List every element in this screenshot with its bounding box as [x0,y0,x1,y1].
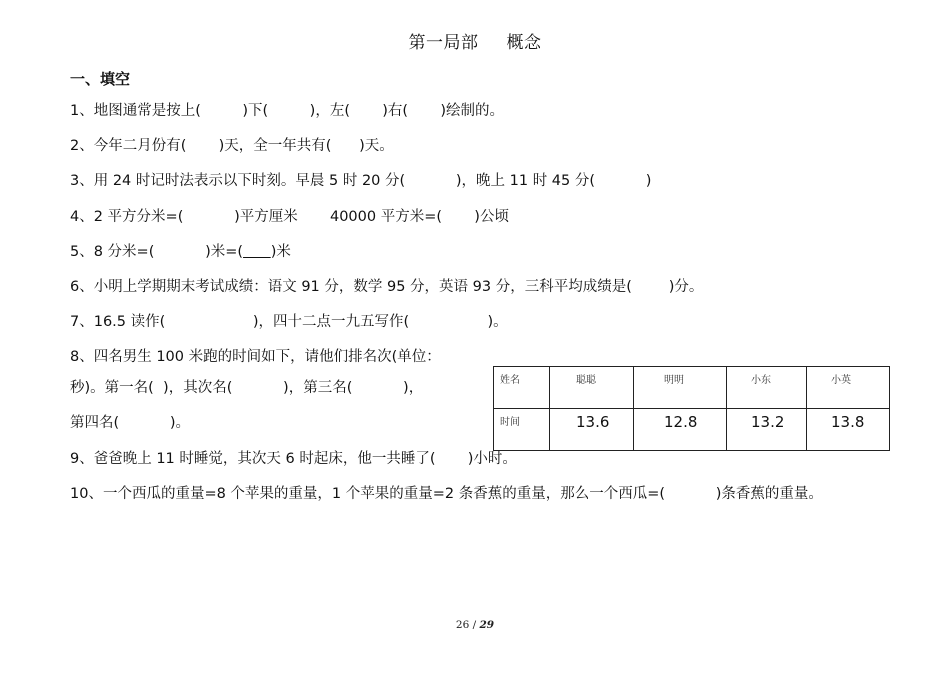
table-cell-time: 13.2 [727,409,807,451]
question-1: 1、地图通常是按上( )下( )，左( )右( )绘制的。 [70,103,504,119]
page-number-separator: / [469,619,480,631]
table-header-time: 时间 [494,409,550,451]
question-2: 2、今年二月份有( )天，全一年共有( )天。 [70,138,394,154]
question-5-blank [243,244,271,260]
section-heading: 一、填空 [70,70,131,88]
question-8-line-3: 第四名( )。 [70,415,191,431]
page-number-total: 29 [479,619,495,631]
table-cell-name: 小英 [807,367,890,409]
table-row [494,409,890,451]
table-cell-name: 明明 [634,367,727,409]
page-number [0,619,950,631]
question-3: 3、用 24 时记时法表示以下时刻。早晨 5 时 20 分( )，晚上 11 时 45 分( ) [70,173,652,189]
question-5-text: 5、8 分米=( )米=( [70,244,244,260]
running-times-table [493,366,890,451]
question-10: 10、一个西瓜的重量=8 个苹果的重量，1 个苹果的重量=2 条香蕉的重量，那么一个西瓜=( )条香蕉的重量。 [70,486,823,502]
question-5-tail: )米 [270,244,291,260]
question-8-line-2: 秒)。第一名( )，其次名( )，第三名( )， [70,380,424,396]
table-cell-name: 聪聪 [550,367,634,409]
question-8-line-1: 8、四名男生 100 米跑的时间如下，请他们排名次(单位： [70,349,441,365]
question-5 [70,242,291,262]
page-number-current: 26 [455,619,470,631]
page-title [0,28,950,53]
table-cell-name: 小东 [727,367,807,409]
table-cell-time: 13.6 [550,409,634,451]
table-cell-time: 12.8 [634,409,727,451]
title-part-1: 第一局部 [408,33,479,53]
question-9: 9、爸爸晚上 11 时睡觉，其次天 6 时起床，他一共睡了( )小时。 [70,451,517,467]
question-7: 7、16.5 读作( )，四十二点一九五写作( )。 [70,314,508,330]
question-6: 6、小明上学期期末考试成绩：语文 91 分，数学 95 分，英语 93 分，三科平均成绩是( )分。 [70,279,704,295]
table-cell-time: 13.8 [807,409,890,451]
question-4: 4、2 平方分米=( )平方厘米 40000 平方米=( )公顷 [70,209,509,225]
table-row [494,367,890,409]
title-part-2: 概念 [506,33,542,53]
table-header-name: 姓名 [494,367,550,409]
